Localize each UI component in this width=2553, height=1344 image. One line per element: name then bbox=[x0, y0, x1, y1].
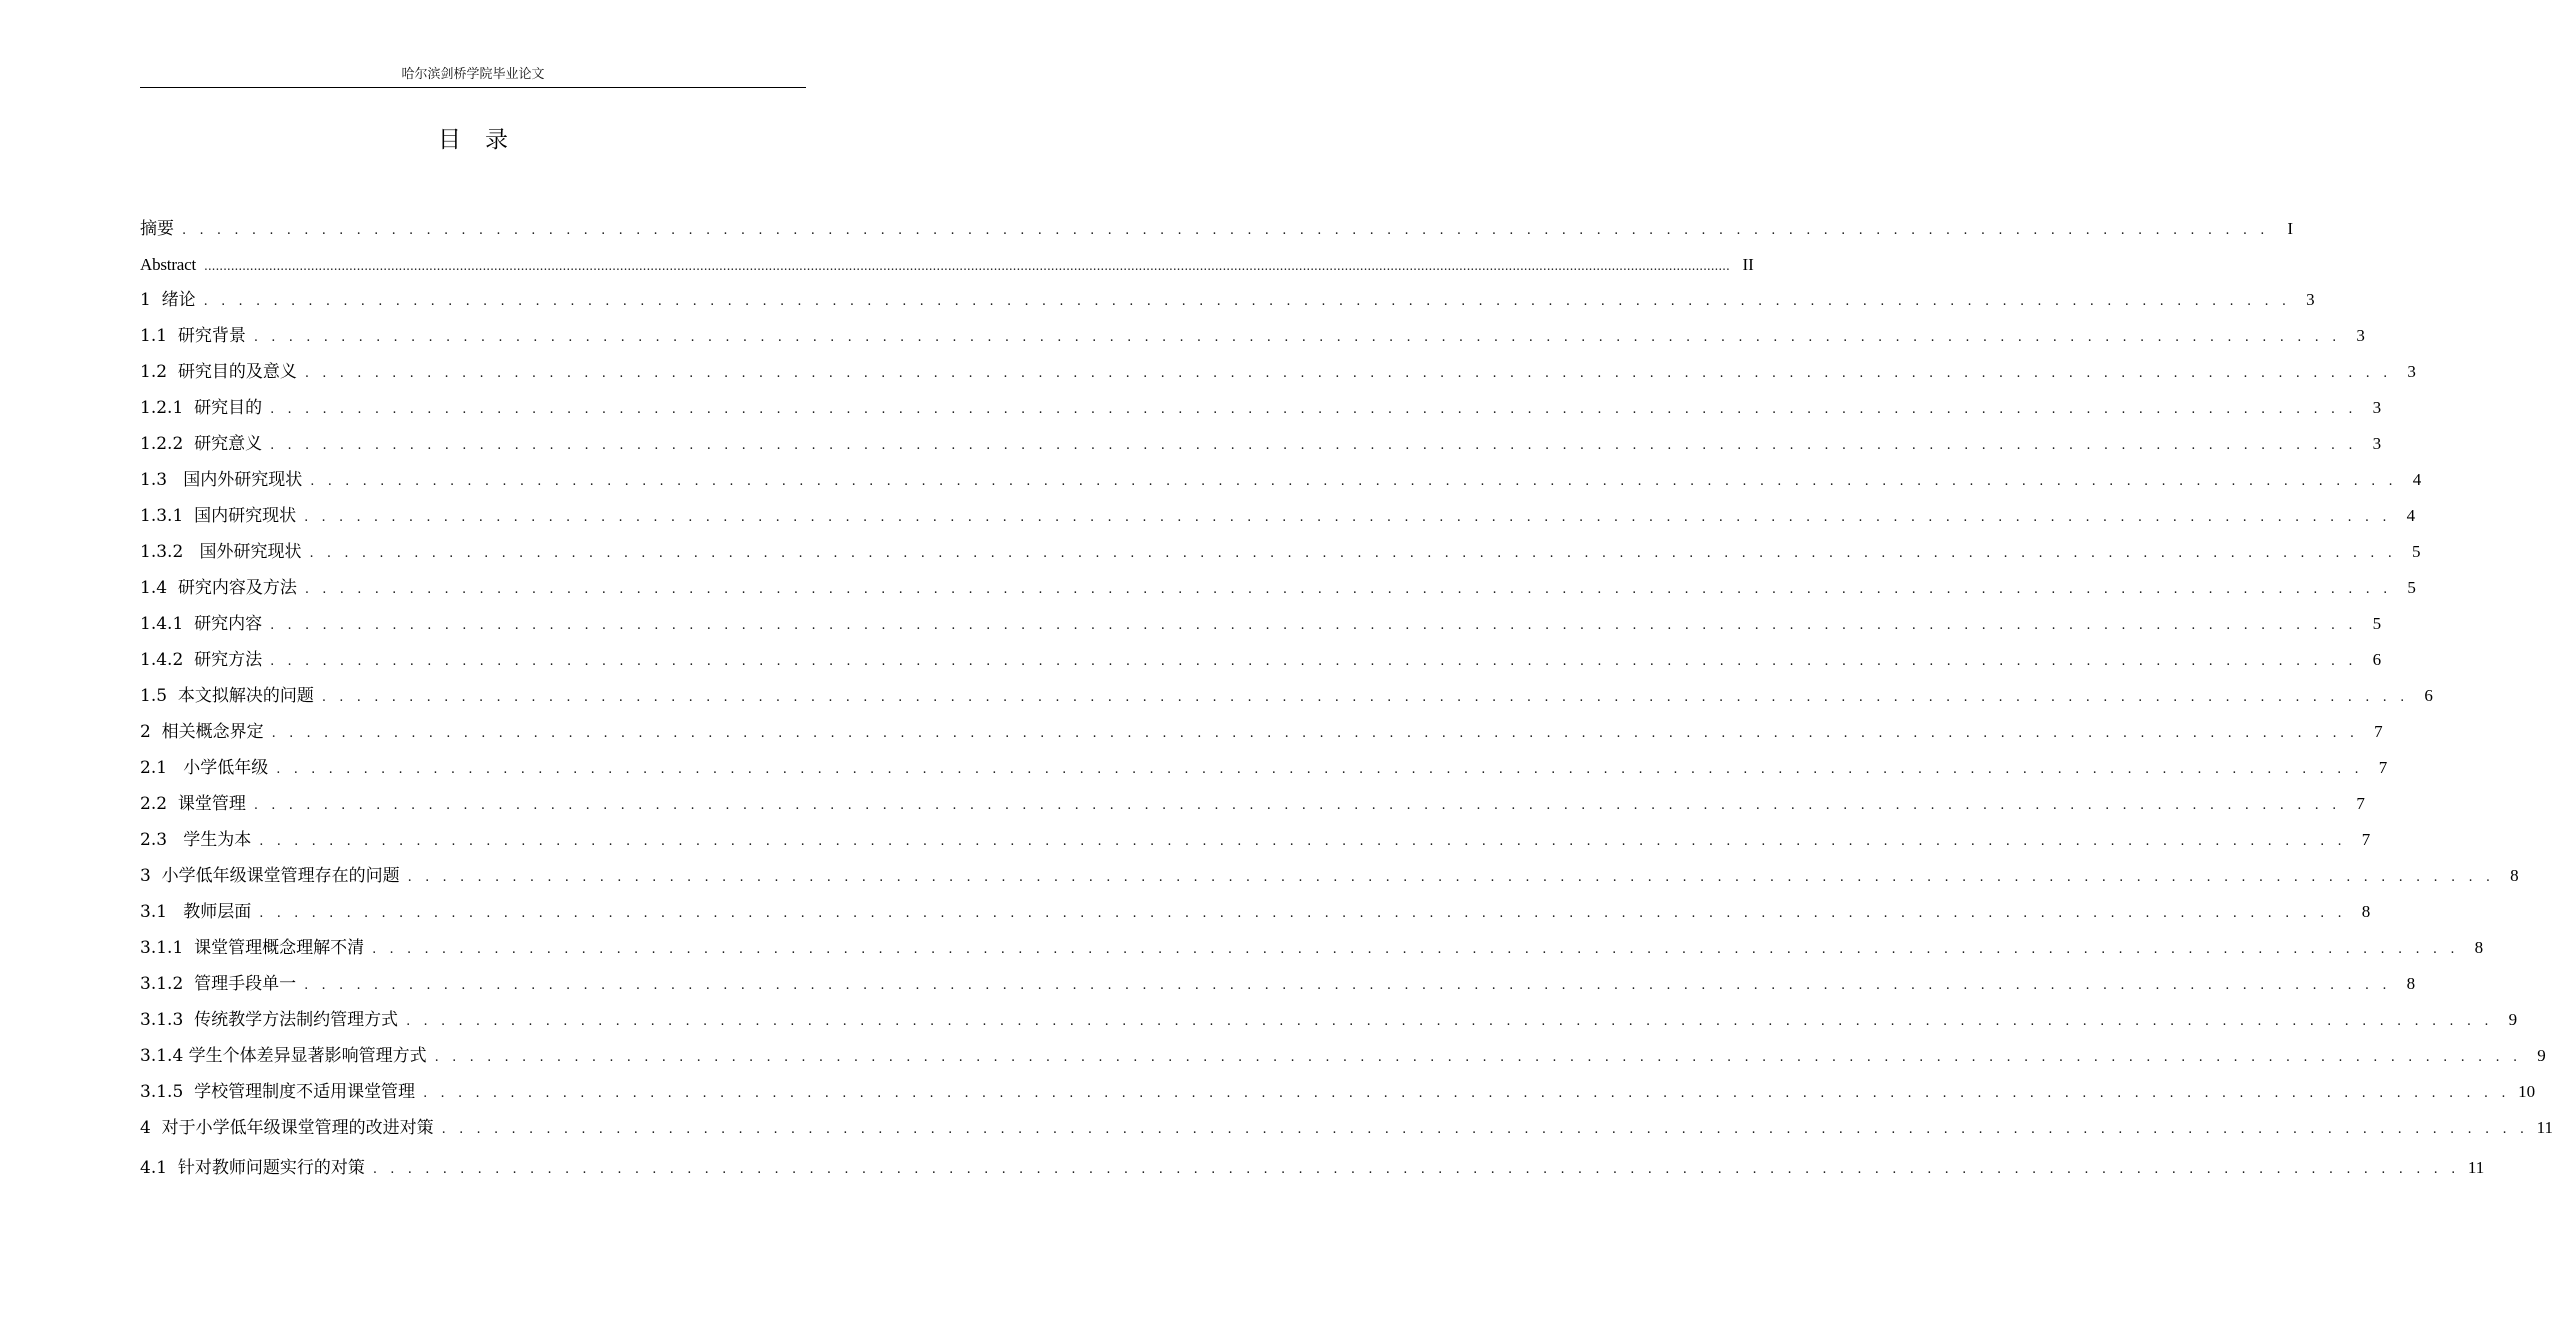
toc-entry-label: 2 相关概念界定 bbox=[140, 722, 264, 742]
toc-leader-dots: . . . . . . . . . . . . . . . . . . . . . . . . . . . . . . . . . . . . . . . . . . . . . . . . . . . . . . . . . . . . . . . . . . . . . . . . . . . . . . . . . . . . . . . . . . . . . . . . . . . . . . . . . . . . . . . . . . . . . . . . bbox=[270, 618, 2358, 633]
toc-entry-page-number: 9 bbox=[2508, 1010, 2518, 1029]
toc-entry-page-number: 9 bbox=[2537, 1046, 2546, 1065]
toc-leader-dots: . . . . . . . . . . . . . . . . . . . . . . . . . . . . . . . . . . . . . . . . . . . . . . . . . . . . . . . . . . . . . . . . . . . . . . . . . . . . . . . . . . . . . . . . . . . . . . . . . . . . . . . . . . . . . . . . . . . . . . . . bbox=[304, 582, 2392, 597]
toc-leader-dots: . . . . . . . . . . . . . . . . . . . . . . . . . . . . . . . . . . . . . . . . . . . . . . . . . . . . . . . . . . . . . . . . . . . . . . . . . . . . . . . . . . . . . . . . . . . . . . . . . . . . . . . . . . . . . . . . . . . . . . . . bbox=[182, 223, 2270, 238]
toc-entry-label: 1.3.1 国内研究现状 bbox=[140, 506, 297, 526]
toc-entry[interactable] bbox=[140, 750, 2388, 786]
toc-leader-dots: . . . . . . . . . . . . . . . . . . . . . . . . . . . . . . . . . . . . . . . . . . . . . . . . . . . . . . . . . . . . . . . . . . . . . . . . . . . . . . . . . . . . . . . . . . . . . . . . . . . . . . . . . . . . . . . . . . . . . . . . bbox=[372, 1162, 2460, 1177]
toc-entry[interactable] bbox=[140, 966, 2416, 1002]
toc-entry-page-number: 7 bbox=[2374, 722, 2383, 741]
toc-entry-label: 1.1 研究背景 bbox=[140, 326, 246, 346]
toc-leader-dots: ................................................................................................................................................................................................................................................................................................................................................................................................................ bbox=[204, 259, 1730, 273]
toc-entry-label: Abstract bbox=[140, 255, 196, 274]
toc-entry-page-number: 4 bbox=[2412, 470, 2422, 489]
toc-leader-dots: . . . . . . . . . . . . . . . . . . . . . . . . . . . . . . . . . . . . . . . . . . . . . . . . . . . . . . . . . . . . . . . . . . . . . . . . . . . . . . . . . . . . . . . . . . . . . . . . . . . . . . . . . . . . . . . . . . . . . . . . bbox=[270, 438, 2358, 453]
toc-entry-page-number: II bbox=[1742, 255, 1754, 274]
toc-leader-dots: . . . . . . . . . . . . . . . . . . . . . . . . . . . . . . . . . . . . . . . . . . . . . . . . . . . . . . . . . . . . . . . . . . . . . . . . . . . . . . . . . . . . . . . . . . . . . . . . . . . . . . . . . . . . . . . . . . . . . . . . bbox=[423, 1086, 2511, 1101]
toc-entry[interactable] bbox=[140, 606, 2382, 642]
toc-entry-page-number: 10 bbox=[2518, 1082, 2536, 1101]
toc-entry-page-number: 7 bbox=[2356, 794, 2365, 813]
toc-entry-label: 2.1 小学低年级 bbox=[140, 758, 269, 778]
toc-entry-label: 2.3 学生为本 bbox=[140, 830, 252, 850]
toc-leader-dots: . . . . . . . . . . . . . . . . . . . . . . . . . . . . . . . . . . . . . . . . . . . . . . . . . . . . . . . . . . . . . . . . . . . . . . . . . . . . . . . . . . . . . . . . . . . . . . . . . . . . . . . . . . . . . . . . . . . . . . . . bbox=[304, 978, 2392, 993]
toc-entry-label: 3.1.3 传统教学方法制约管理方式 bbox=[140, 1010, 399, 1030]
toc-entry-page-number: 5 bbox=[2372, 614, 2382, 633]
toc-entry[interactable] bbox=[140, 318, 2365, 354]
toc-entry-label: 2.2 课堂管理 bbox=[140, 794, 246, 814]
toc-leader-dots: . . . . . . . . . . . . . . . . . . . . . . . . . . . . . . . . . . . . . . . . . . . . . . . . . . . . . . . . . . . . . . . . . . . . . . . . . . . . . . . . . . . . . . . . . . . . . . . . . . . . . . . . . . . . . . . . . . . . . . . . bbox=[309, 546, 2397, 561]
toc-entry-label: 1.3.2 国外研究现状 bbox=[140, 542, 302, 562]
toc-entry-page-number: 8 bbox=[2406, 974, 2416, 993]
toc-entry[interactable] bbox=[140, 822, 2371, 858]
toc-entry-page-number: 5 bbox=[2412, 542, 2421, 561]
toc-entry-page-number: 11 bbox=[2536, 1118, 2553, 1137]
toc-entry-page-number: 6 bbox=[2372, 650, 2382, 669]
toc-entry-label: 1.2.2 研究意义 bbox=[140, 434, 263, 454]
toc-entry[interactable] bbox=[140, 462, 2422, 498]
toc-entry-label: 3.1.4 学生个体差异显著影响管理方式 bbox=[140, 1046, 427, 1066]
toc-entry-label: 摘要 bbox=[140, 219, 174, 239]
toc-leader-dots: . . . . . . . . . . . . . . . . . . . . . . . . . . . . . . . . . . . . . . . . . . . . . . . . . . . . . . . . . . . . . . . . . . . . . . . . . . . . . . . . . . . . . . . . . . . . . . . . . . . . . . . . . . . . . . . . . . . . . . . . bbox=[372, 942, 2460, 957]
toc-leader-dots: . . . . . . . . . . . . . . . . . . . . . . . . . . . . . . . . . . . . . . . . . . . . . . . . . . . . . . . . . . . . . . . . . . . . . . . . . . . . . . . . . . . . . . . . . . . . . . . . . . . . . . . . . . . . . . . . . . . . . . . . bbox=[304, 366, 2392, 381]
toc-entry-label: 1 绪论 bbox=[140, 290, 196, 310]
toc-entry-label: 3.1.5 学校管理制度不适用课堂管理 bbox=[140, 1082, 416, 1102]
toc-entry-page-number: 5 bbox=[2407, 578, 2416, 597]
toc-entry[interactable] bbox=[140, 248, 1754, 282]
toc-entry-page-number: 8 bbox=[2474, 938, 2484, 957]
toc-entry-label: 4.1 针对教师问题实行的对策 bbox=[140, 1158, 365, 1178]
toc-entry[interactable] bbox=[140, 210, 2294, 248]
toc-entry-page-number: 8 bbox=[2510, 866, 2519, 885]
toc-leader-dots: . . . . . . . . . . . . . . . . . . . . . . . . . . . . . . . . . . . . . . . . . . . . . . . . . . . . . . . . . . . . . . . . . . . . . . . . . . . . . . . . . . . . . . . . . . . . . . . . . . . . . . . . . . . . . . . . . . . . . . . . bbox=[203, 294, 2291, 309]
toc-entry[interactable] bbox=[140, 426, 2382, 462]
toc-leader-dots: . . . . . . . . . . . . . . . . . . . . . . . . . . . . . . . . . . . . . . . . . . . . . . . . . . . . . . . . . . . . . . . . . . . . . . . . . . . . . . . . . . . . . . . . . . . . . . . . . . . . . . . . . . . . . . . . . . . . . . . . bbox=[276, 762, 2364, 777]
toc-entry[interactable] bbox=[140, 642, 2382, 678]
toc-leader-dots: . . . . . . . . . . . . . . . . . . . . . . . . . . . . . . . . . . . . . . . . . . . . . . . . . . . . . . . . . . . . . . . . . . . . . . . . . . . . . . . . . . . . . . . . . . . . . . . . . . . . . . . . . . . . . . . . . . . . . . . . bbox=[304, 510, 2392, 525]
toc-entry-page-number: 3 bbox=[2356, 326, 2365, 345]
toc-entry-page-number: 7 bbox=[2361, 830, 2371, 849]
toc-entry[interactable] bbox=[140, 894, 2371, 930]
toc-leader-dots: . . . . . . . . . . . . . . . . . . . . . . . . . . . . . . . . . . . . . . . . . . . . . . . . . . . . . . . . . . . . . . . . . . . . . . . . . . . . . . . . . . . . . . . . . . . . . . . . . . . . . . . . . . . . . . . . . . . . . . . . bbox=[270, 402, 2358, 417]
toc-entry-label: 1.2.1 研究目的 bbox=[140, 398, 263, 418]
toc-entry[interactable] bbox=[140, 498, 2416, 534]
toc-entry-label: 3.1.2 管理手段单一 bbox=[140, 974, 297, 994]
toc-entry-label: 3.1.1 课堂管理概念理解不清 bbox=[140, 938, 365, 958]
toc-leader-dots: . . . . . . . . . . . . . . . . . . . . . . . . . . . . . . . . . . . . . . . . . . . . . . . . . . . . . . . . . . . . . . . . . . . . . . . . . . . . . . . . . . . . . . . . . . . . . . . . . . . . . . . . . . . . . . . . . . . . . . . . bbox=[310, 474, 2398, 489]
toc-leader-dots: . . . . . . . . . . . . . . . . . . . . . . . . . . . . . . . . . . . . . . . . . . . . . . . . . . . . . . . . . . . . . . . . . . . . . . . . . . . . . . . . . . . . . . . . . . . . . . . . . . . . . . . . . . . . . . . . . . . . . . . . bbox=[407, 870, 2495, 885]
toc-entry-label: 1.4.2 研究方法 bbox=[140, 650, 263, 670]
toc-entry[interactable] bbox=[140, 570, 2416, 606]
toc-leader-dots: . . . . . . . . . . . . . . . . . . . . . . . . . . . . . . . . . . . . . . . . . . . . . . . . . . . . . . . . . . . . . . . . . . . . . . . . . . . . . . . . . . . . . . . . . . . . . . . . . . . . . . . . . . . . . . . . . . . . . . . . bbox=[259, 906, 2347, 921]
toc-entry[interactable] bbox=[140, 282, 2315, 318]
toc-entry[interactable] bbox=[140, 534, 2421, 570]
toc-leader-dots: . . . . . . . . . . . . . . . . . . . . . . . . . . . . . . . . . . . . . . . . . . . . . . . . . . . . . . . . . . . . . . . . . . . . . . . . . . . . . . . . . . . . . . . . . . . . . . . . . . . . . . . . . . . . . . . . . . . . . . . . bbox=[321, 690, 2409, 705]
toc-entry[interactable] bbox=[140, 1074, 2536, 1110]
toc-entry[interactable] bbox=[140, 390, 2382, 426]
toc-leader-dots: . . . . . . . . . . . . . . . . . . . . . . . . . . . . . . . . . . . . . . . . . . . . . . . . . . . . . . . . . . . . . . . . . . . . . . . . . . . . . . . . . . . . . . . . . . . . . . . . . . . . . . . . . . . . . . . . . . . . . . . . bbox=[271, 726, 2359, 741]
toc-entry[interactable] bbox=[140, 354, 2416, 390]
running-header: 哈尔滨剑桥学院毕业论文 bbox=[401, 67, 545, 82]
toc-entry[interactable] bbox=[140, 714, 2383, 750]
toc-leader-dots: . . . . . . . . . . . . . . . . . . . . . . . . . . . . . . . . . . . . . . . . . . . . . . . . . . . . . . . . . . . . . . . . . . . . . . . . . . . . . . . . . . . . . . . . . . . . . . . . . . . . . . . . . . . . . . . . . . . . . . . . bbox=[253, 798, 2341, 813]
toc-leader-dots: . . . . . . . . . . . . . . . . . . . . . . . . . . . . . . . . . . . . . . . . . . . . . . . . . . . . . . . . . . . . . . . . . . . . . . . . . . . . . . . . . . . . . . . . . . . . . . . . . . . . . . . . . . . . . . . . . . . . . . . . bbox=[441, 1122, 2529, 1137]
toc-leader-dots: . . . . . . . . . . . . . . . . . . . . . . . . . . . . . . . . . . . . . . . . . . . . . . . . . . . . . . . . . . . . . . . . . . . . . . . . . . . . . . . . . . . . . . . . . . . . . . . . . . . . . . . . . . . . . . . . . . . . . . . . bbox=[434, 1050, 2522, 1065]
toc-entry-page-number: 4 bbox=[2406, 506, 2416, 525]
toc-entry[interactable] bbox=[140, 1002, 2518, 1038]
toc-leader-dots: . . . . . . . . . . . . . . . . . . . . . . . . . . . . . . . . . . . . . . . . . . . . . . . . . . . . . . . . . . . . . . . . . . . . . . . . . . . . . . . . . . . . . . . . . . . . . . . . . . . . . . . . . . . . . . . . . . . . . . . . bbox=[259, 834, 2347, 849]
toc-leader-dots: . . . . . . . . . . . . . . . . . . . . . . . . . . . . . . . . . . . . . . . . . . . . . . . . . . . . . . . . . . . . . . . . . . . . . . . . . . . . . . . . . . . . . . . . . . . . . . . . . . . . . . . . . . . . . . . . . . . . . . . . bbox=[270, 654, 2358, 669]
toc-entry[interactable] bbox=[140, 858, 2519, 894]
toc-entry-page-number: 3 bbox=[2372, 398, 2382, 417]
toc-entry[interactable] bbox=[140, 678, 2433, 714]
toc-entry-label: 1.3 国内外研究现状 bbox=[140, 470, 303, 490]
toc-leader-dots: . . . . . . . . . . . . . . . . . . . . . . . . . . . . . . . . . . . . . . . . . . . . . . . . . . . . . . . . . . . . . . . . . . . . . . . . . . . . . . . . . . . . . . . . . . . . . . . . . . . . . . . . . . . . . . . . . . . . . . . . bbox=[253, 330, 2341, 345]
toc-leader-dots: . . . . . . . . . . . . . . . . . . . . . . . . . . . . . . . . . . . . . . . . . . . . . . . . . . . . . . . . . . . . . . . . . . . . . . . . . . . . . . . . . . . . . . . . . . . . . . . . . . . . . . . . . . . . . . . . . . . . . . . . bbox=[406, 1014, 2494, 1029]
toc-entry-label: 1.4 研究内容及方法 bbox=[140, 578, 297, 598]
toc-entry-label: 3 小学低年级课堂管理存在的问题 bbox=[140, 866, 400, 886]
toc-entry-label: 4 对于小学低年级课堂管理的改进对策 bbox=[140, 1118, 434, 1138]
toc-entry-page-number: 3 bbox=[2306, 290, 2315, 309]
header-divider bbox=[140, 87, 806, 88]
toc-entry-page-number: 7 bbox=[2378, 758, 2388, 777]
toc-entry-page-number: 3 bbox=[2407, 362, 2416, 381]
toc-entry[interactable] bbox=[140, 1148, 2485, 1188]
toc-entry-page-number: 11 bbox=[2467, 1158, 2485, 1177]
toc-entry-page-number: 6 bbox=[2424, 686, 2433, 705]
toc-entry-label: 3.1 教师层面 bbox=[140, 902, 252, 922]
toc-entry-label: 1.2 研究目的及意义 bbox=[140, 362, 297, 382]
toc-entry-label: 1.5 本文拟解决的问题 bbox=[140, 686, 314, 706]
toc-entry-page-number: I bbox=[2287, 219, 2294, 238]
table-of-contents bbox=[140, 210, 2553, 1188]
toc-entry[interactable] bbox=[140, 930, 2484, 966]
toc-entry[interactable] bbox=[140, 786, 2365, 822]
page-title: 目录 bbox=[438, 127, 532, 153]
toc-entry-page-number: 8 bbox=[2361, 902, 2371, 921]
toc-entry-label: 1.4.1 研究内容 bbox=[140, 614, 263, 634]
toc-entry[interactable] bbox=[140, 1110, 2553, 1146]
toc-entry[interactable] bbox=[140, 1038, 2546, 1074]
toc-entry-page-number: 3 bbox=[2372, 434, 2382, 453]
